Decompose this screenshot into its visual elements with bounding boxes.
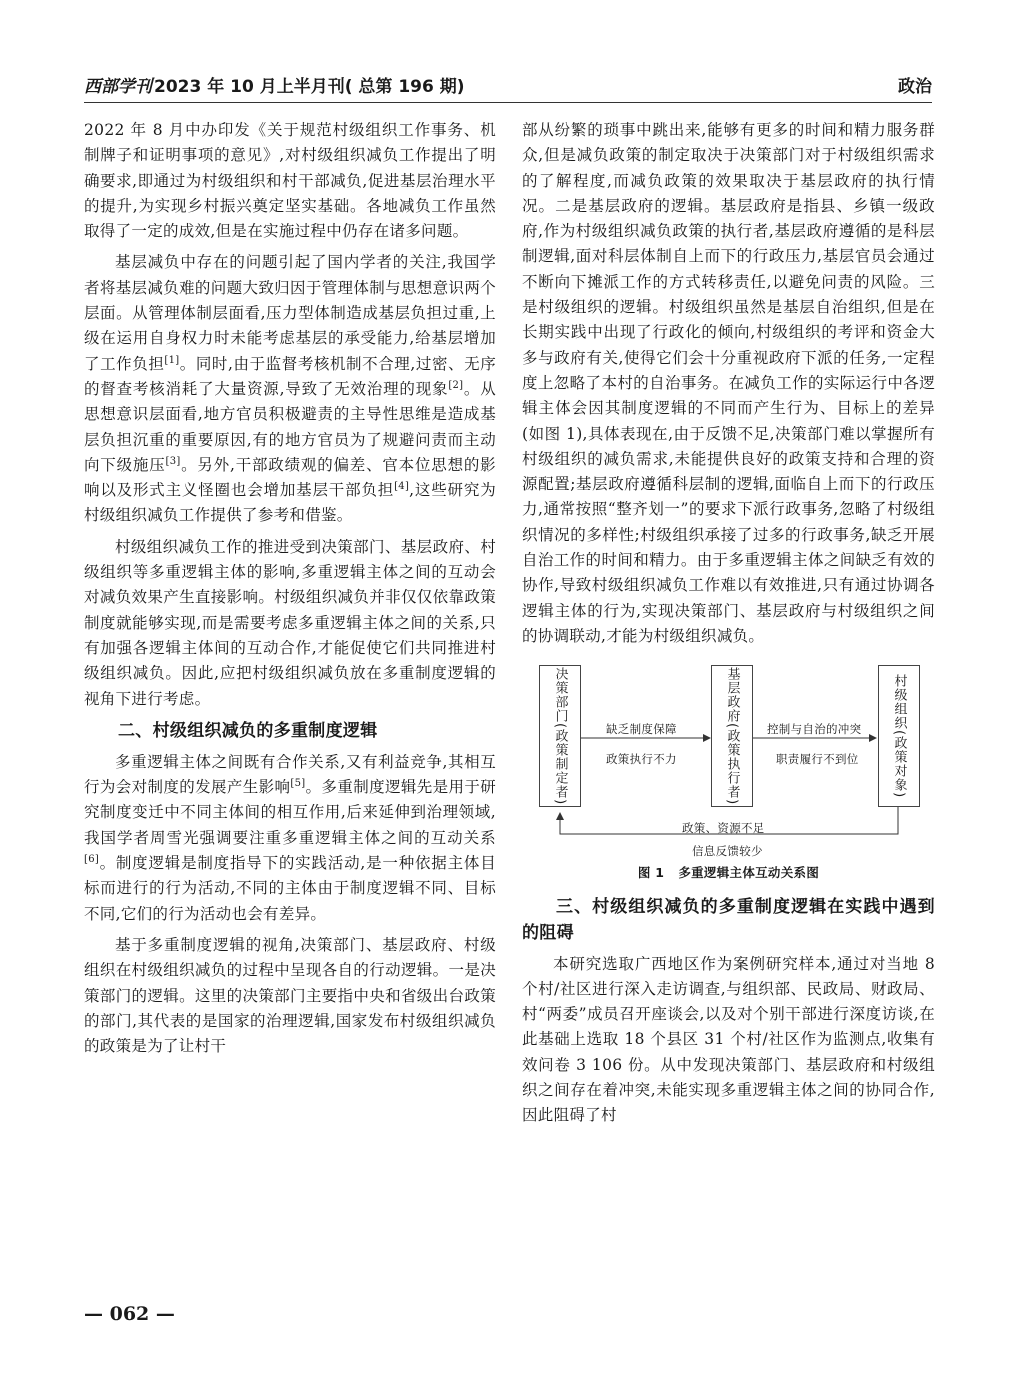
paragraph: 基于多重制度逻辑的视角,决策部门、基层政府、村级组织在村级组织减负的过程中呈现各自的行动逻辑。一是决策部门的逻辑。这里的决策部门主要指中央和省级出台政策的部门,其代表的是国家的治理逻辑,国家发布村级组织减负的政策是为了让村干 [84, 935, 496, 1056]
journal-logo: 西部学刊 [84, 77, 152, 97]
left-column [84, 118, 496, 1065]
figure-caption: 图 1 多重逻辑主体互动关系图 [637, 865, 820, 881]
page-number: — 062 — [84, 1303, 175, 1325]
arrow-label: 职责履行不到位 [776, 752, 859, 767]
paragraph: 村级组织减负工作的推进受到决策部门、基层政府、村级组织等多重逻辑主体的影响,多重逻辑主体之间的互动会对减负效果产生直接影响。村级组织减负并非仅仅依靠政策制度就能够实现,而是需要考虑多重逻辑主体之间的关系,只有加强各逻辑主体间的互动合作,才能促使它们共同推进村级组织减负。因此,应把村级组织减负放在多重制度逻辑的视角下进行考虑。 [84, 537, 496, 708]
grassroots-gov-box: 基层政府(政策执行者) [711, 665, 753, 807]
citation-ref: [3] [165, 455, 181, 467]
citation-ref: [6] [84, 853, 100, 865]
paragraph: 基层减负中存在的问题引起了国内学者的关注,我国学者将基层减负难的问题大致归因于管理体制与思想意识两个层面。从管理体制层面看,压力型体制造成基层负担过重,上级在运用自身权力时未能考虑基层的承受能力,给基层增加了工作负担[1]。同时,由于监督考核机制不合理,过密、无序的督查考核消耗了大量资源,导致了无效治理的现象[2]。从思想意识层面看,地方官员积极避责的主导性思维是造成基层负担沉重的重要原因,有的地方官员为了规避问责而主动向下级施压[3]。另外,干部政绩观的偏差、官本位思想的影响以及形式主义怪圈也会增加基层干部负担[4],这些研究为村级组织减负工作提供了参考和借鉴。 [84, 253, 497, 525]
paragraph: 本研究选取广西地区作为案例研究样本,通过对当地 8 个村/社区进行深入走访调查,与组织部、民政局、财政局、村“两委”成员召开座谈会,以及对个别干部进行深度访谈,在此基础上选取 18 个县区 31 个村/社区作为监测点,收集有效问卷 3 106 份。从中发现决策部门、基层政府和村级组织之间存在着冲突,未能实现多重逻辑主体之间的协同合作,因此阻碍了村 [522, 954, 935, 1125]
paragraph: 部从纷繁的琐事中跳出来,能够有更多的时间和精力服务群众,但是减负政策的制定取决于决策部门对于村级组织需求的了解程度,而减负政策的效果取决于基层政府的执行情况。二是基层政府的逻辑。基层政府是指县、乡镇一级政府,作为村级组织减负政策的执行者,基层政府遵循的是科层制逻辑,面对科层体制自上而下的行政压力,基层官员会通过不断向下摊派工作的方式转移责任,以避免问责的风险。三是村级组织的逻辑。村级组织虽然是基层自治组织,但是在长期实践中出现了行政化的倾向,村级组织的考评和资金大多与政府有关,使得它们会十分重视政府下派的任务,一定程度上忽略了本村的自治事务。在减负工作的实际运行中各逻辑主体会因其制度逻辑的不同而产生行为、目标上的差异(如图 1),具体表现在,由于反馈不足,决策部门难以掌握所有村级组织的减负需求,未能提供良好的政策支持和合理的资源配置;基层政府遵循科层制的逻辑,面临自上而下的行政压力,通常按照“整齐划一”的要求下派行政事务,忽略了村级组织情况的多样性;村级组织承接了过多的行政事务,缺乏开展自治工作的时间和精力。由于多重逻辑主体之间缺乏有效的协作,导致村级组织减负工作难以有效推进,只有通过协调各逻辑主体的行为,实现决策部门、基层政府与村级组织之间的协调联动,才能为村级组织减负。 [522, 121, 935, 645]
arrow-label: 政策执行不力 [606, 752, 677, 767]
figure-1 [522, 663, 935, 858]
paragraph: 多重逻辑主体之间既有合作关系,又有利益竞争,其相互行为会对制度的发展产生影响[5]。多重制度逻辑先是用于研究制度变迁中不同主体间的相互作用,后来延伸到治理领域,我国学者周雪光强调要注重多重逻辑主体之间的互动关系[6]。制度逻辑是制度指导下的实践活动,是一种依据主体目标而进行的行为活动,不同的主体由于制度逻辑不同、目标不同,它们的行为活动也会有差异。 [84, 752, 497, 923]
decision-dept-box: 决策部门(政策制定者) [539, 665, 581, 807]
issue-text: 2023 年 10 月上半月刊( 总第 196 期) [154, 77, 465, 97]
citation-ref: [2] [448, 379, 464, 391]
right-column [522, 118, 935, 1135]
journal-issue-line [84, 72, 465, 97]
feedback-label: 政策、资源不足 [682, 821, 765, 836]
citation-ref: [4] [394, 481, 410, 492]
section-heading: 二、村级组织减负的多重制度逻辑 [118, 720, 378, 741]
arrow-label: 缺乏制度保障 [606, 722, 677, 737]
section-heading: 三、村级组织减负的多重制度逻辑在实践中遇到的阻碍 [522, 896, 935, 943]
citation-ref: [1] [164, 354, 180, 366]
citation-ref: [5] [290, 777, 306, 789]
arrow-label: 控制与自治的冲突 [767, 722, 862, 737]
feedback-label: 信息反馈较少 [692, 844, 763, 859]
paragraph: 2022 年 8 月中办印发《关于规范村级组织工作事务、机制牌子和证明事项的意见》,对村级组织减负工作提出了明确要求,即通过为村级组织和村干部减负,促进基层治理水平的提升,为实现乡村振兴奠定坚实基础。各地减负工作虽然取得了一定的成效,但是在实施过程中仍存在诸多问题。 [84, 121, 496, 241]
running-header [84, 70, 932, 103]
section-label: 政治 [898, 77, 932, 97]
village-org-box: 村级组织(政策对象) [878, 665, 920, 807]
